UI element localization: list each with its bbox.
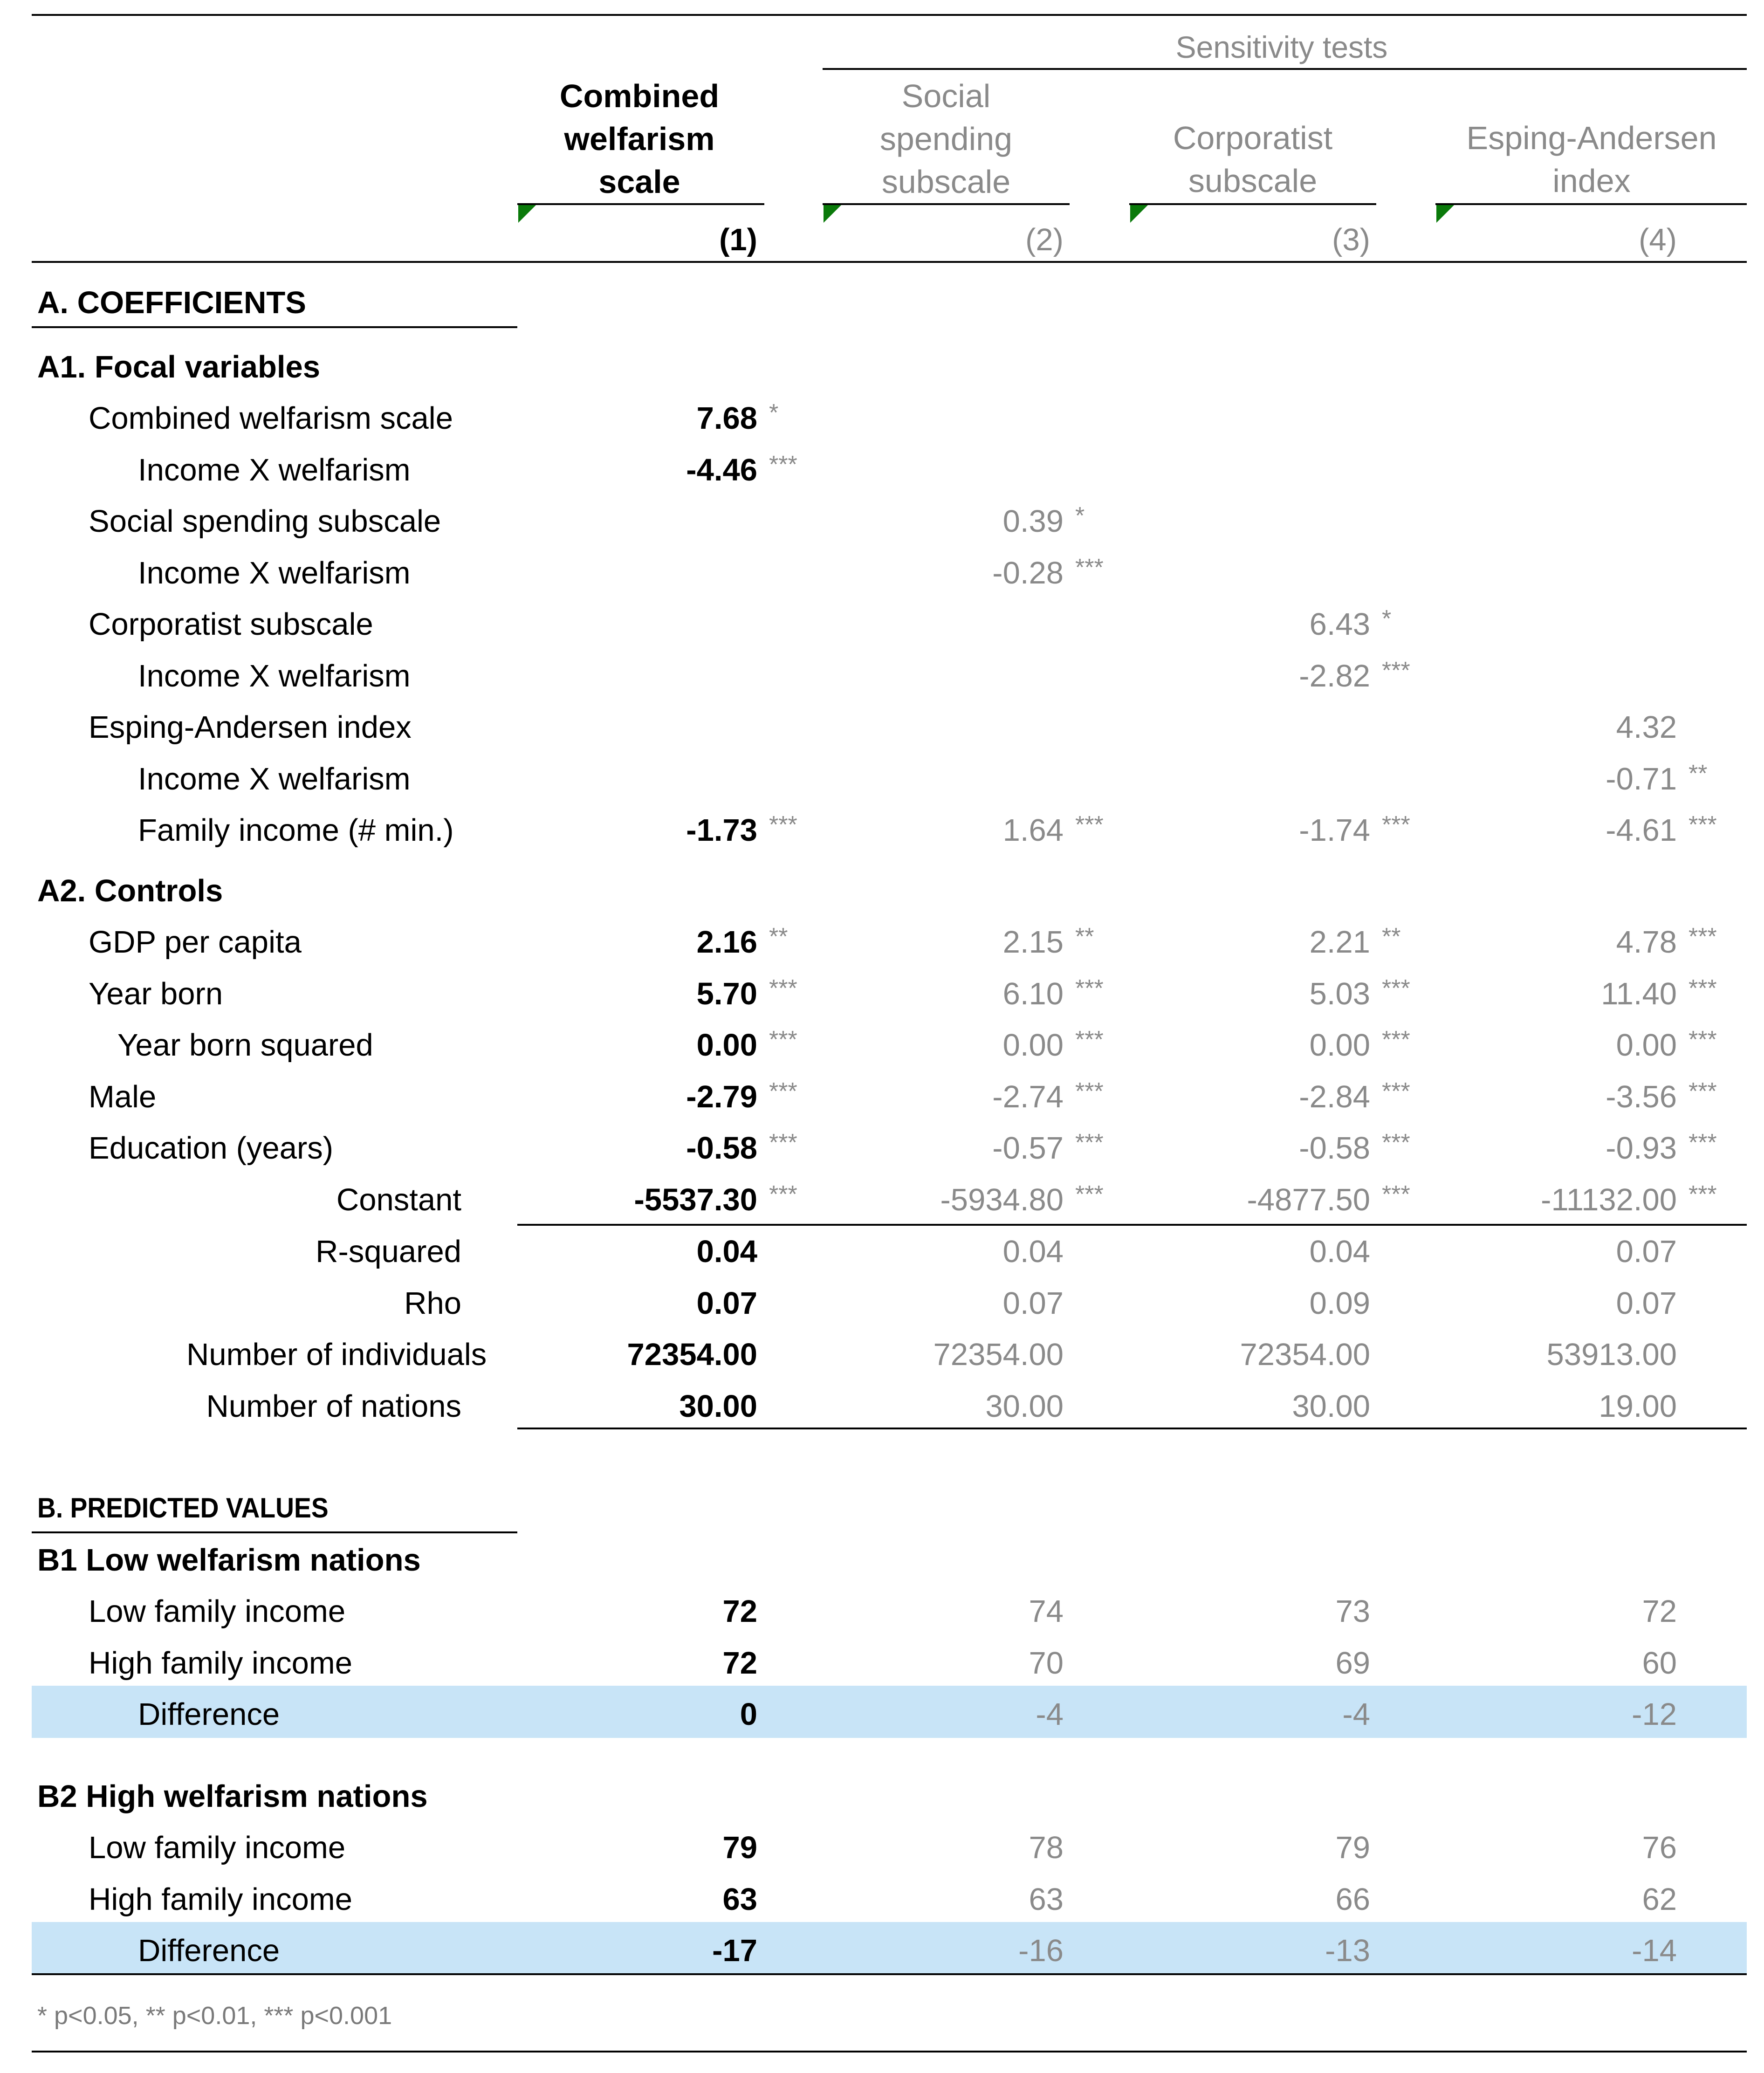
cell-value-col3: -1.74 [1299, 813, 1370, 848]
section-a-coefficients: A. COEFFICIENTS [37, 285, 306, 320]
footer-rule [32, 2051, 1747, 2052]
cell-value-col4: -0.93 [1606, 1131, 1677, 1166]
cell-value-col2: 0.07 [1002, 1285, 1064, 1321]
significance-stars-col1: *** [769, 451, 797, 478]
cell-value-col4: -4.61 [1606, 813, 1677, 848]
significance-stars-col2: * [1075, 502, 1085, 529]
cell-value-col2: -16 [1018, 1933, 1064, 1968]
section-b-predicted-values: B. PREDICTED VALUES [37, 1492, 329, 1524]
cell-value-col3: 73 [1335, 1594, 1370, 1629]
significance-stars-col1: *** [769, 811, 797, 838]
row-label: Number of nations [206, 1388, 461, 1424]
cell-value-col2: 30.00 [985, 1388, 1064, 1424]
cell-value-col2: -5934.80 [940, 1182, 1064, 1217]
significance-stars-col4: *** [1688, 1181, 1717, 1208]
cell-value-col4: 11.40 [1601, 976, 1677, 1011]
cell-value-col1: 0.04 [696, 1234, 757, 1269]
row-label: Male [89, 1079, 157, 1114]
cell-value-col2: 1.64 [1002, 813, 1064, 848]
column-header-rule-3 [1129, 203, 1376, 205]
cell-comment-marker [1130, 205, 1148, 223]
significance-stars-col4: *** [1688, 1129, 1717, 1156]
row-label: Family income (# min.) [138, 813, 454, 848]
section-a-coefficients-rule [32, 326, 517, 328]
significance-stars-col3: *** [1382, 1026, 1410, 1053]
cell-value-col3: 5.03 [1309, 976, 1370, 1011]
cell-value-col4: 62 [1642, 1881, 1677, 1917]
cell-value-col2: -0.28 [992, 555, 1064, 590]
cell-value-col2: 78 [1029, 1830, 1064, 1865]
cell-value-col4: 19.00 [1599, 1388, 1677, 1424]
column-number-4: (4) [1639, 222, 1677, 257]
cell-value-col2: 6.10 [1002, 976, 1064, 1011]
column-header-3-line: Corporatist [1173, 120, 1333, 156]
section-a2-controls: A2. Controls [37, 873, 223, 908]
cell-value-col2: 0.39 [1002, 504, 1064, 539]
significance-stars-col3: *** [1382, 975, 1410, 1002]
cell-value-col3: 66 [1335, 1881, 1370, 1917]
row-label: Low family income [89, 1594, 346, 1629]
cell-value-col3: -0.58 [1299, 1131, 1370, 1166]
significance-stars-col4: ** [1688, 760, 1708, 787]
significance-stars-col1: *** [769, 1181, 797, 1208]
row-label: Year born squared [117, 1028, 373, 1063]
significance-stars-col2: *** [1075, 1129, 1104, 1156]
cell-value-col3: 72354.00 [1240, 1337, 1370, 1372]
row-label: R-squared [316, 1234, 461, 1269]
cell-value-col1: -4.46 [686, 452, 757, 487]
cell-value-col1: 63 [722, 1881, 757, 1917]
row-label: Corporatist subscale [89, 607, 373, 642]
significance-stars-col4: *** [1688, 923, 1717, 950]
section-b2-high-welfarism: B2 High welfarism nations [37, 1779, 428, 1814]
cell-value-col4: 53913.00 [1546, 1337, 1677, 1372]
cell-value-col4: 0.07 [1616, 1285, 1677, 1321]
section-a1-focal-variables: A1. Focal variables [37, 350, 321, 384]
cell-value-col2: 70 [1029, 1645, 1064, 1681]
cell-value-col2: 74 [1029, 1594, 1064, 1629]
row-label: Social spending subscale [89, 504, 441, 539]
cell-value-col3: 79 [1335, 1830, 1370, 1865]
column-number-2: (2) [1025, 222, 1064, 257]
group-title-sensitivity-tests: Sensitivity tests [1175, 30, 1388, 64]
column-header-rule-4 [1435, 203, 1747, 205]
footnote-significance: * p<0.05, ** p<0.01, *** p<0.001 [37, 2002, 392, 2030]
significance-stars-col3: * [1382, 605, 1392, 632]
constant-rule [517, 1224, 1747, 1226]
row-label: Difference [138, 1933, 280, 1968]
significance-stars-col1: *** [769, 1129, 797, 1156]
row-label: Income X welfarism [138, 555, 411, 590]
significance-stars-col1: *** [769, 1078, 797, 1105]
significance-stars-col2: *** [1075, 1026, 1104, 1053]
cell-value-col3: 0.09 [1309, 1285, 1370, 1321]
significance-stars-col1: * [769, 399, 779, 426]
cell-value-col4: 76 [1642, 1830, 1677, 1865]
cell-value-col4: -12 [1632, 1697, 1677, 1732]
significance-stars-col4: *** [1688, 1026, 1717, 1053]
row-label: Education (years) [89, 1131, 334, 1166]
cell-value-col4: 0.07 [1616, 1234, 1677, 1269]
cell-value-col3: -2.82 [1299, 658, 1370, 693]
column-header-2-line: subscale [881, 164, 1011, 200]
cell-value-col1: 72 [722, 1645, 757, 1681]
cell-value-col1: 72 [722, 1594, 757, 1629]
significance-stars-col2: *** [1075, 811, 1104, 838]
significance-stars-col2: *** [1075, 1181, 1104, 1208]
cell-value-col1: -17 [712, 1933, 757, 1968]
cell-value-col3: 6.43 [1309, 607, 1370, 642]
top-rule [32, 14, 1747, 16]
cell-value-col4: 4.32 [1616, 710, 1677, 745]
cell-value-col1: 5.70 [696, 976, 757, 1011]
row-label: Esping-Andersen index [89, 710, 412, 745]
header-bottom-rule [32, 261, 1747, 263]
significance-stars-col2: ** [1075, 923, 1094, 950]
cell-value-col2: 72354.00 [933, 1337, 1064, 1372]
column-number-1: (1) [719, 222, 757, 257]
cell-comment-marker [1436, 205, 1454, 223]
cell-value-col1: 2.16 [696, 925, 757, 960]
column-header-1-line: Combined [559, 78, 720, 114]
cell-value-col1: -5537.30 [634, 1182, 757, 1217]
row-label: Year born [89, 976, 223, 1011]
group-rule [823, 68, 1747, 70]
table-bottom-rule [32, 1973, 1747, 1975]
column-header-2-line: spending [879, 121, 1013, 157]
significance-stars-col4: *** [1688, 811, 1717, 838]
significance-stars-col2: *** [1075, 975, 1104, 1002]
row-label: Constant [336, 1182, 461, 1217]
row-label: High family income [89, 1645, 352, 1681]
column-header-4-line: index [1552, 163, 1631, 199]
significance-stars-col3: *** [1382, 657, 1410, 684]
cell-value-col3: -2.84 [1299, 1079, 1370, 1114]
significance-stars-col1: *** [769, 1026, 797, 1053]
significance-stars-col3: *** [1382, 1078, 1410, 1105]
cell-value-col2: 0.04 [1002, 1234, 1064, 1269]
section-b1-low-welfarism: B1 Low welfarism nations [37, 1543, 421, 1578]
cell-value-col1: 30.00 [679, 1388, 757, 1424]
significance-stars-col4: *** [1688, 1078, 1717, 1105]
significance-stars-col3: *** [1382, 1129, 1410, 1156]
row-label: GDP per capita [89, 925, 302, 960]
column-header-1-line: scale [598, 164, 680, 200]
cell-value-col4: -0.71 [1606, 761, 1677, 796]
significance-stars-col4: *** [1688, 975, 1717, 1002]
significance-stars-col2: *** [1075, 554, 1104, 581]
row-label: Low family income [89, 1830, 346, 1865]
cell-comment-marker [518, 205, 536, 223]
row-label: Combined welfarism scale [89, 401, 453, 436]
significance-stars-col3: ** [1382, 923, 1401, 950]
cell-value-col1: 0 [740, 1697, 757, 1732]
cell-value-col1: 79 [722, 1830, 757, 1865]
cell-value-col3: -4 [1342, 1697, 1370, 1732]
significance-stars-col3: *** [1382, 1181, 1410, 1208]
section-b-rule [32, 1531, 517, 1533]
cell-value-col2: -4 [1036, 1697, 1064, 1732]
cell-value-col4: 0.00 [1616, 1028, 1677, 1063]
row-label: High family income [89, 1881, 352, 1917]
cell-value-col1: -0.58 [686, 1131, 757, 1166]
row-label: Income X welfarism [138, 761, 411, 796]
cell-value-col1: 72354.00 [627, 1337, 757, 1372]
cell-value-col2: -0.57 [992, 1131, 1064, 1166]
row-label: Rho [404, 1285, 461, 1321]
column-header-1-line: welfarism [564, 121, 715, 157]
cell-value-col4: -11132.00 [1541, 1182, 1677, 1217]
cell-value-col3: -13 [1325, 1933, 1370, 1968]
cell-value-col1: -2.79 [686, 1079, 757, 1114]
cell-comment-marker [824, 205, 841, 223]
cell-value-col4: 72 [1642, 1594, 1677, 1629]
column-header-rule-2 [823, 203, 1070, 205]
column-number-3: (3) [1332, 222, 1370, 257]
cell-value-col1: 7.68 [696, 401, 757, 436]
cell-value-col3: 0.00 [1309, 1028, 1370, 1063]
cell-value-col4: -14 [1632, 1933, 1677, 1968]
cell-value-col3: 0.04 [1309, 1234, 1370, 1269]
row-label: Number of individuals [186, 1337, 487, 1372]
column-header-4-line: Esping-Andersen [1466, 120, 1717, 156]
column-header-3-line: subscale [1188, 163, 1318, 199]
cell-value-col2: 63 [1029, 1881, 1064, 1917]
cell-value-col1: 0.07 [696, 1285, 757, 1321]
cell-value-col4: 4.78 [1616, 925, 1677, 960]
cell-value-col3: 2.21 [1309, 925, 1370, 960]
cell-value-col3: 69 [1335, 1645, 1370, 1681]
cell-value-col1: -1.73 [686, 813, 757, 848]
row-label: Income X welfarism [138, 452, 411, 487]
stats-bottom-rule [517, 1428, 1747, 1429]
significance-stars-col1: *** [769, 975, 797, 1002]
row-label: Difference [138, 1697, 280, 1732]
column-header-rule-1 [517, 203, 764, 205]
column-header-2-line: Social [901, 78, 991, 114]
cell-value-col4: 60 [1642, 1645, 1677, 1681]
row-label: Income X welfarism [138, 658, 411, 693]
cell-value-col1: 0.00 [696, 1028, 757, 1063]
cell-value-col3: 30.00 [1292, 1388, 1370, 1424]
cell-value-col2: 2.15 [1002, 925, 1064, 960]
cell-value-col2: 0.00 [1002, 1028, 1064, 1063]
cell-value-col3: -4877.50 [1247, 1182, 1370, 1217]
significance-stars-col1: ** [769, 923, 788, 950]
cell-value-col2: -2.74 [992, 1079, 1064, 1114]
significance-stars-col2: *** [1075, 1078, 1104, 1105]
cell-value-col4: -3.56 [1606, 1079, 1677, 1114]
significance-stars-col3: *** [1382, 811, 1410, 838]
